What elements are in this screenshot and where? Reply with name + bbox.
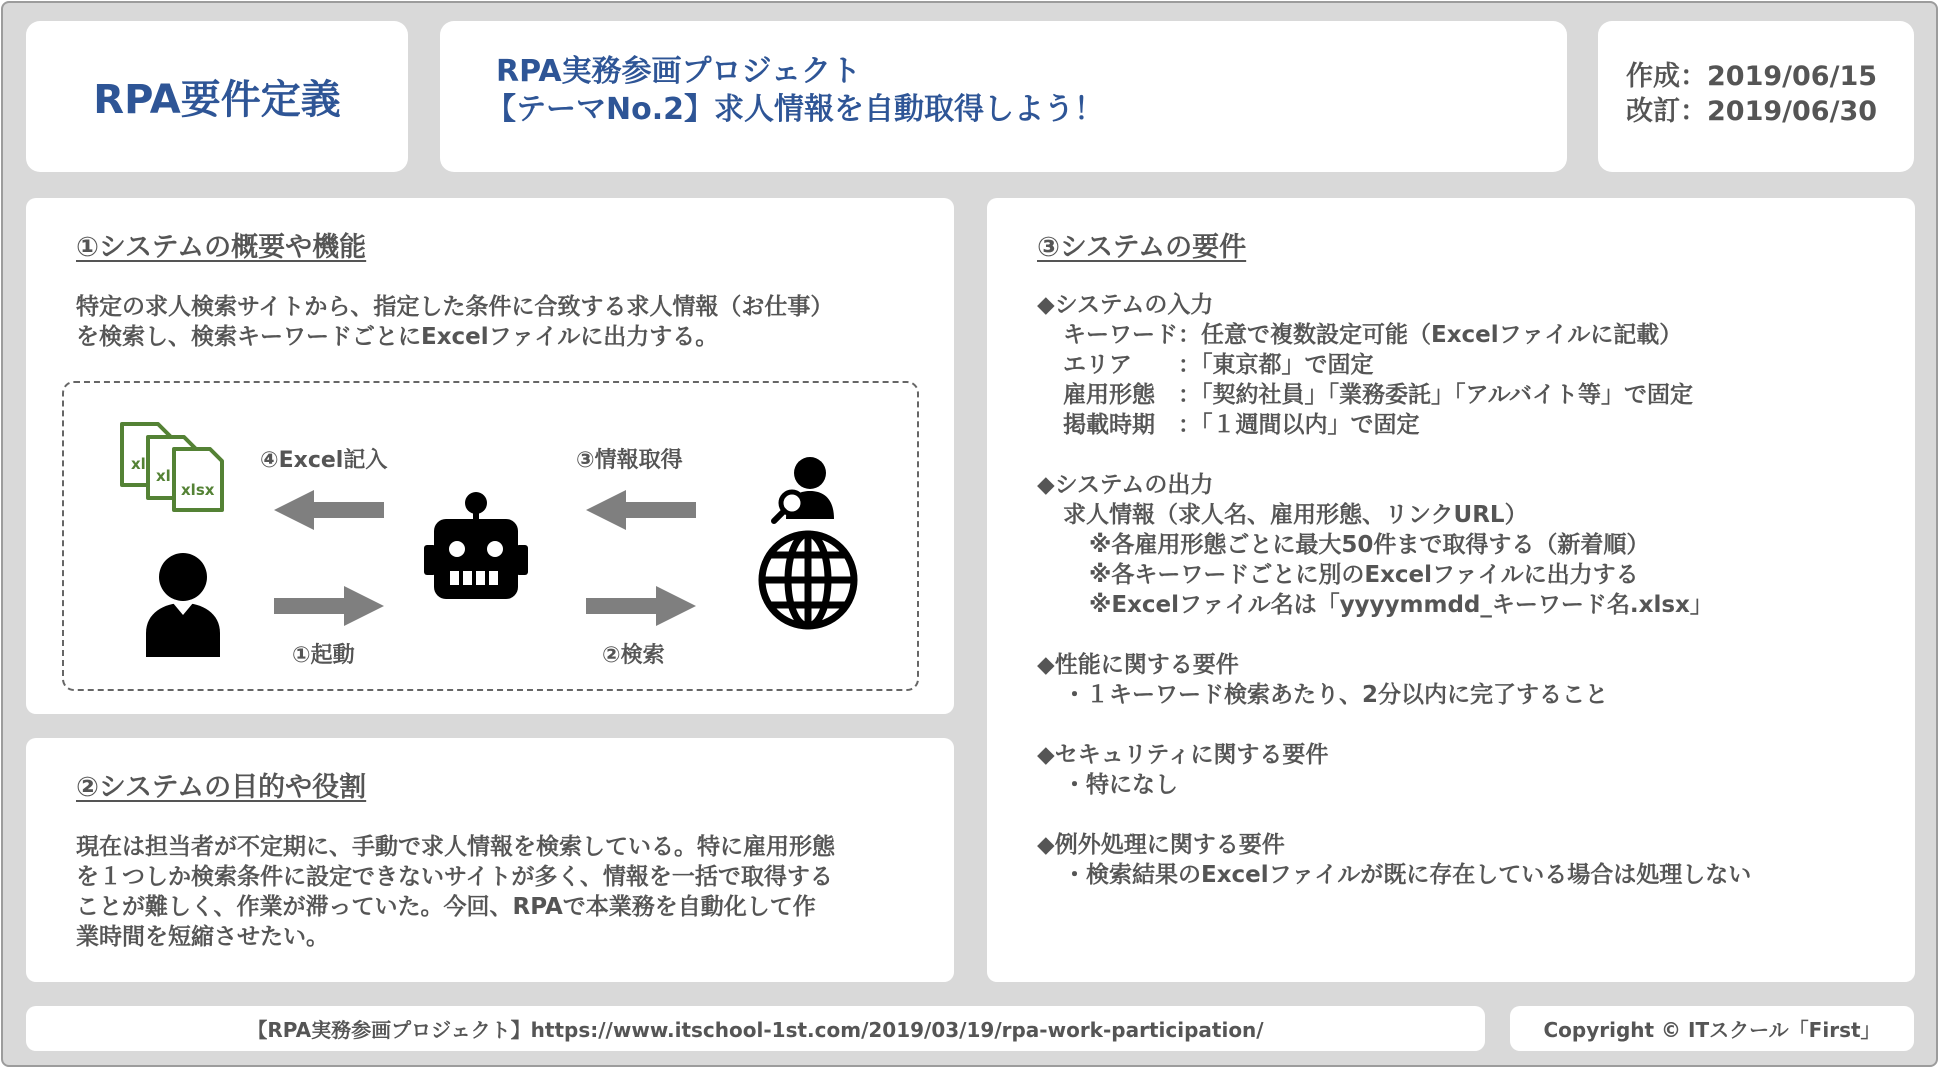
arrow-left-icon	[586, 490, 696, 530]
footer-link-text[interactable]: 【RPA実務参画プロジェクト】https://www.itschool-1st.com/2019/03/19/rpa-work-participation/	[247, 1018, 1264, 1042]
output-note: ※各雇用形態ごとに最大50件まで取得する（新着順）	[1089, 532, 1650, 558]
revised-date: 改訂：2019/06/30	[1626, 96, 1878, 127]
purpose-section	[26, 738, 954, 982]
arrow-left-icon	[274, 490, 384, 530]
security-requirements	[1037, 740, 1751, 800]
requirements-list	[1037, 290, 1751, 920]
globe-icon	[757, 529, 859, 631]
info-fetch-label: ③情報取得	[576, 448, 683, 473]
purpose-text-line: ことが難しく、作業が滞っていた。今回、RPAで本業務を自動化して作	[76, 894, 816, 920]
project-theme: 【テーマNo.2】求人情報を自動取得しよう！	[486, 92, 1104, 127]
performance-item: ・１キーワード検索あたり、2分以内に完了すること	[1063, 682, 1609, 708]
robot-icon	[424, 491, 528, 601]
output-note: ※Excelファイル名は「yyyymmdd_キーワード名.xlsx」	[1089, 592, 1713, 618]
title-panel	[26, 21, 408, 172]
output-title: ◆システムの出力	[1037, 472, 1214, 498]
purpose-text-line: 業時間を短縮させたい。	[76, 924, 329, 950]
project-name: RPA実務参画プロジェクト	[496, 54, 861, 89]
project-panel	[440, 21, 1567, 172]
overview-text-line: 特定の求人検索サイトから、指定した条件に合致する求人情報（お仕事）	[76, 294, 834, 320]
security-title: ◆セキュリティに関する要件	[1037, 742, 1329, 768]
purpose-text-line: 現在は担当者が不定期に、手動で求人情報を検索している。特に雇用形態	[76, 834, 835, 860]
created-date: 作成：2019/06/15	[1626, 61, 1878, 92]
flow-diagram	[62, 381, 919, 691]
overview-section	[26, 198, 954, 714]
input-requirements	[1037, 290, 1751, 440]
input-item: エリア ：「東京都」で固定	[1063, 352, 1374, 378]
svg-text:xl: xl	[131, 455, 146, 473]
copyright-text: Copyright © ITスクール「First」	[1543, 1018, 1881, 1042]
purpose-text	[76, 832, 835, 952]
footer-link[interactable]	[26, 1006, 1485, 1051]
overview-heading: ①システムの概要や機能	[76, 232, 367, 263]
start-label: ①起動	[292, 643, 355, 668]
footer-copyright	[1510, 1006, 1914, 1051]
purpose-text-line: を１つしか検索条件に設定できないサイトが多く、情報を一括で取得する	[76, 864, 833, 890]
person-icon	[146, 553, 220, 657]
exception-item: ・検索結果のExcelファイルが既に存在している場合は処理しない	[1063, 862, 1752, 888]
svg-text:xlsx: xlsx	[181, 481, 215, 499]
page-title: RPA要件定義	[93, 77, 341, 123]
svg-text:xl: xl	[156, 467, 171, 485]
input-item: キーワード：任意で複数設定可能（Excelファイルに記載）	[1063, 322, 1683, 348]
search-label: ②検索	[602, 643, 665, 668]
arrow-right-icon	[274, 586, 384, 626]
requirements-heading: ③システムの要件	[1037, 232, 1247, 263]
arrow-right-icon	[586, 586, 696, 626]
exception-requirements	[1037, 830, 1751, 890]
requirements-section	[987, 198, 1915, 982]
input-title: ◆システムの入力	[1037, 292, 1214, 318]
output-requirements	[1037, 470, 1751, 620]
excel-file-icon	[118, 421, 228, 521]
output-item: 求人情報（求人名、雇用形態、リンクURL）	[1063, 502, 1528, 528]
input-item: 雇用形態 ：「契約社員」「業務委託」「アルバイト等」で固定	[1063, 382, 1693, 408]
security-item: ・特になし	[1063, 772, 1178, 798]
output-note: ※各キーワードごとに別のExcelファイルに出力する	[1089, 562, 1639, 588]
excel-file-icon	[174, 449, 222, 510]
searcher-icon	[772, 453, 842, 523]
performance-title: ◆性能に関する要件	[1037, 652, 1239, 678]
purpose-heading: ②システムの目的や役割	[76, 772, 367, 803]
overview-text-line: を検索し、検索キーワードごとにExcelファイルに出力する。	[76, 324, 719, 350]
date-panel	[1598, 21, 1914, 172]
excel-write-label: ④Excel記入	[260, 448, 388, 473]
input-item: 掲載時期 ：「１週間以内」で固定	[1063, 412, 1420, 438]
performance-requirements	[1037, 650, 1751, 710]
overview-text	[76, 292, 833, 352]
exception-title: ◆例外処理に関する要件	[1037, 832, 1285, 858]
